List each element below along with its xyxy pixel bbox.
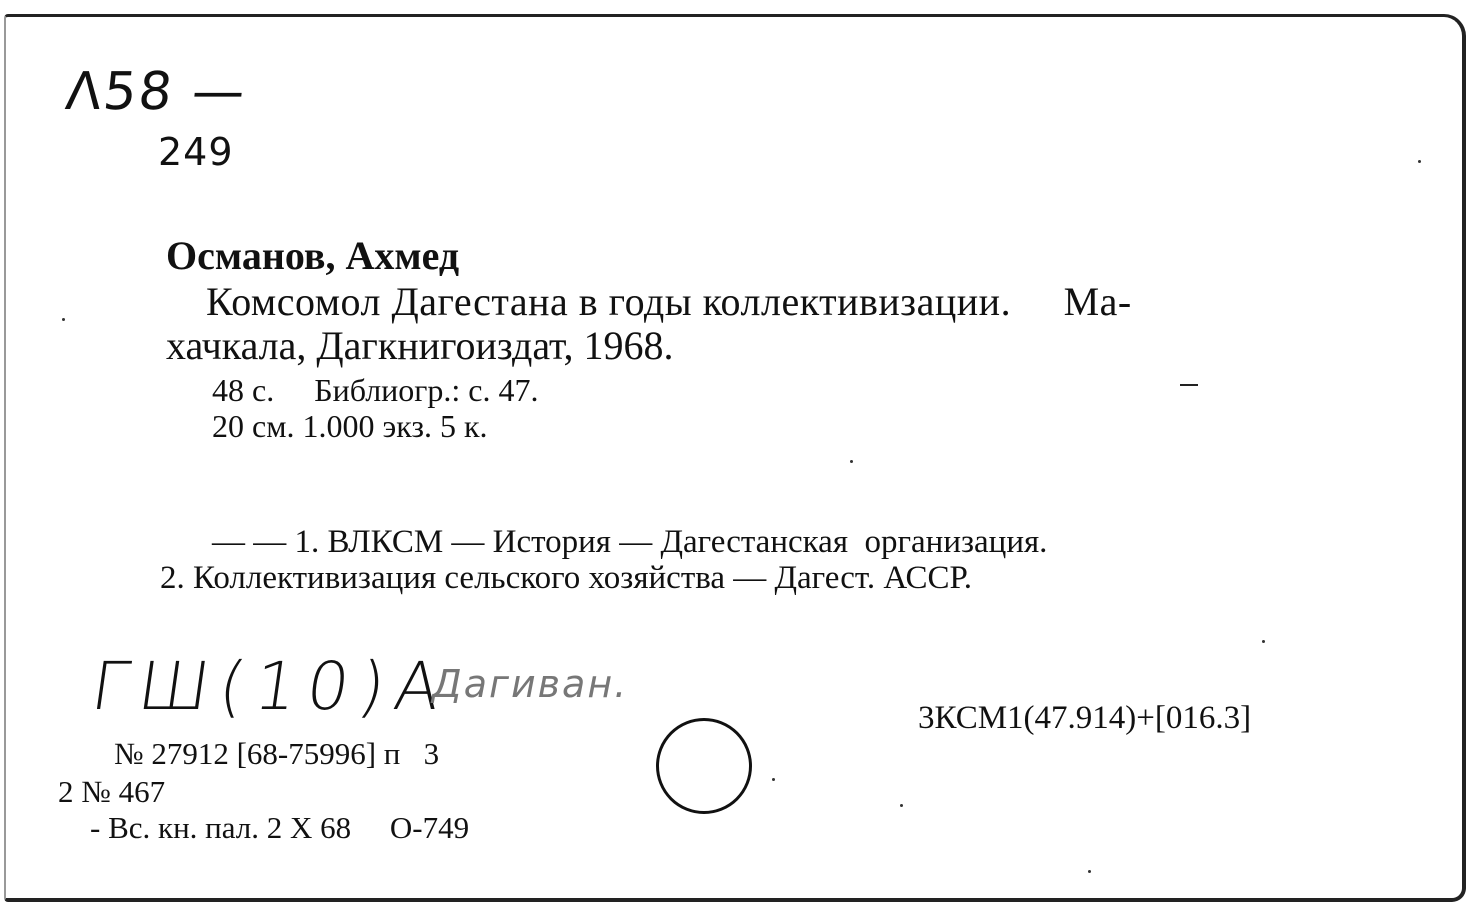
- speck: [850, 460, 853, 463]
- handwritten-call-number: Λ58 —: [62, 62, 250, 122]
- subject-headings-line-2: 2. Коллективизация сельского хозяйства — Дагест. АССР.: [160, 560, 973, 596]
- speck: [772, 778, 775, 781]
- registration-line-2: 2 № 467: [58, 774, 166, 809]
- speck: [1088, 870, 1091, 873]
- registration-number: № 27912 [68-75996] п 3: [114, 736, 440, 771]
- subject-headings-line-1: — — 1. ВЛКСМ — История — Дагестанская организация.: [212, 524, 1048, 560]
- speck: [1418, 160, 1421, 163]
- handwritten-call-number-suffix: 249: [158, 130, 234, 174]
- physical-description-2: 20 см. 1.000 экз. 5 к.: [212, 408, 488, 444]
- speck: [1262, 640, 1265, 643]
- title-line-2: хачкала, Дагкнигоиздат, 1968.: [166, 323, 674, 368]
- circle-stamp: [656, 718, 752, 814]
- author-heading: Османов, Ахмед: [166, 233, 460, 278]
- speck: [62, 318, 65, 321]
- classification-index: 3КСМ1(47.914)+[016.3]: [918, 700, 1252, 736]
- title-line-1: Комсомол Дагестана в годы коллективизации. Ма-: [206, 279, 1132, 324]
- handwritten-signature: Дагиван.: [432, 662, 629, 706]
- handwritten-shelf-mark: ГШ(10)А: [86, 648, 456, 725]
- physical-description-1: 48 с. Библиогр.: с. 47.: [212, 372, 539, 408]
- speck: [900, 804, 903, 807]
- registration-line-3: - Вс. кн. пал. 2 Х 68 О-749: [90, 810, 470, 845]
- stray-dash-mark: [1180, 384, 1198, 386]
